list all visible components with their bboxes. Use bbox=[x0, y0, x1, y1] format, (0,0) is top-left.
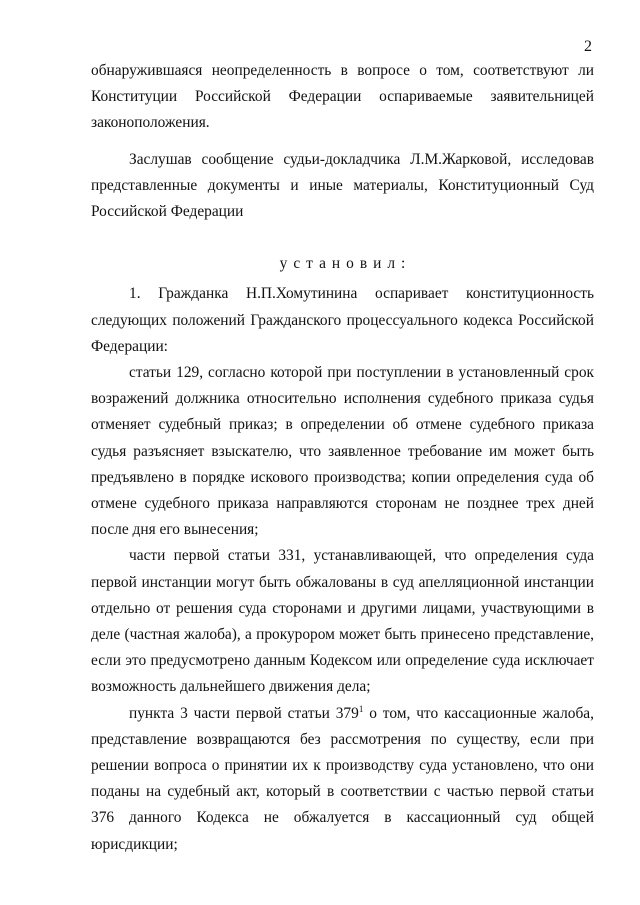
article-379-text-end: о том, что кассационные жалоба, представление возвращаются без рассмотрения по существу, если при решении вопроса о принятии их к производству суда установлено, что они поданы на судебный акт, который в соответствии с частью первой статьи 376 данного Кодекса не обжалуется в кассационный суд общей юрисдикции; bbox=[91, 704, 594, 853]
page-number: 2 bbox=[584, 38, 592, 55]
paragraph-article-331: части первой статьи 331, устанавливающей, что определения суда первой инстанции могут быть обжалованы в суд апелляционной инстанции отдельно от решения суда сторонами и другими лицами, участвующими в деле (частная жалоба), а прокурором может быть принесено представление, если это предусмотрено данным Кодексом или определение суда исключает возможность дальнейшего движения дела; bbox=[91, 547, 594, 696]
document-body bbox=[91, 58, 594, 858]
paragraph-article-379 bbox=[91, 701, 594, 858]
section-heading-established: установил: bbox=[279, 255, 412, 273]
article-379-superscript: 1 bbox=[358, 703, 364, 714]
paragraph-claim: 1. Гражданка Н.П.Хомутинина оспаривает конституционность следующих положений Гражданского процессуального кодекса Российской Федерации: bbox=[91, 285, 594, 355]
paragraph-hearing: Заслушав сообщение судьи-докладчика Л.М.Жарковой, исследовав представленные документы и иные материалы, Конституционный Суд Российской Федерации bbox=[91, 150, 594, 221]
paragraph-article-129: статьи 129, согласно которой при поступлении в установленный срок возражений должника относительно исполнения судебного приказа судья отменяет судебный приказ; в определении об отмене судебного приказа судья разъясняет взыскателю, что заявленное требование им может быть предъявлено в порядке искового производства; копии определения суда об отмене судебного приказа направляются сторонам не позднее трех дней после дня его вынесения; bbox=[91, 364, 594, 539]
paragraph-uncertainty: обнаружившаяся неопределенность в вопросе о том, соответствуют ли Конституции Российской Федерации оспариваемые заявительницей законоположения. bbox=[91, 62, 594, 132]
article-379-text-start: пункта 3 части первой статьи 379 bbox=[129, 704, 359, 722]
